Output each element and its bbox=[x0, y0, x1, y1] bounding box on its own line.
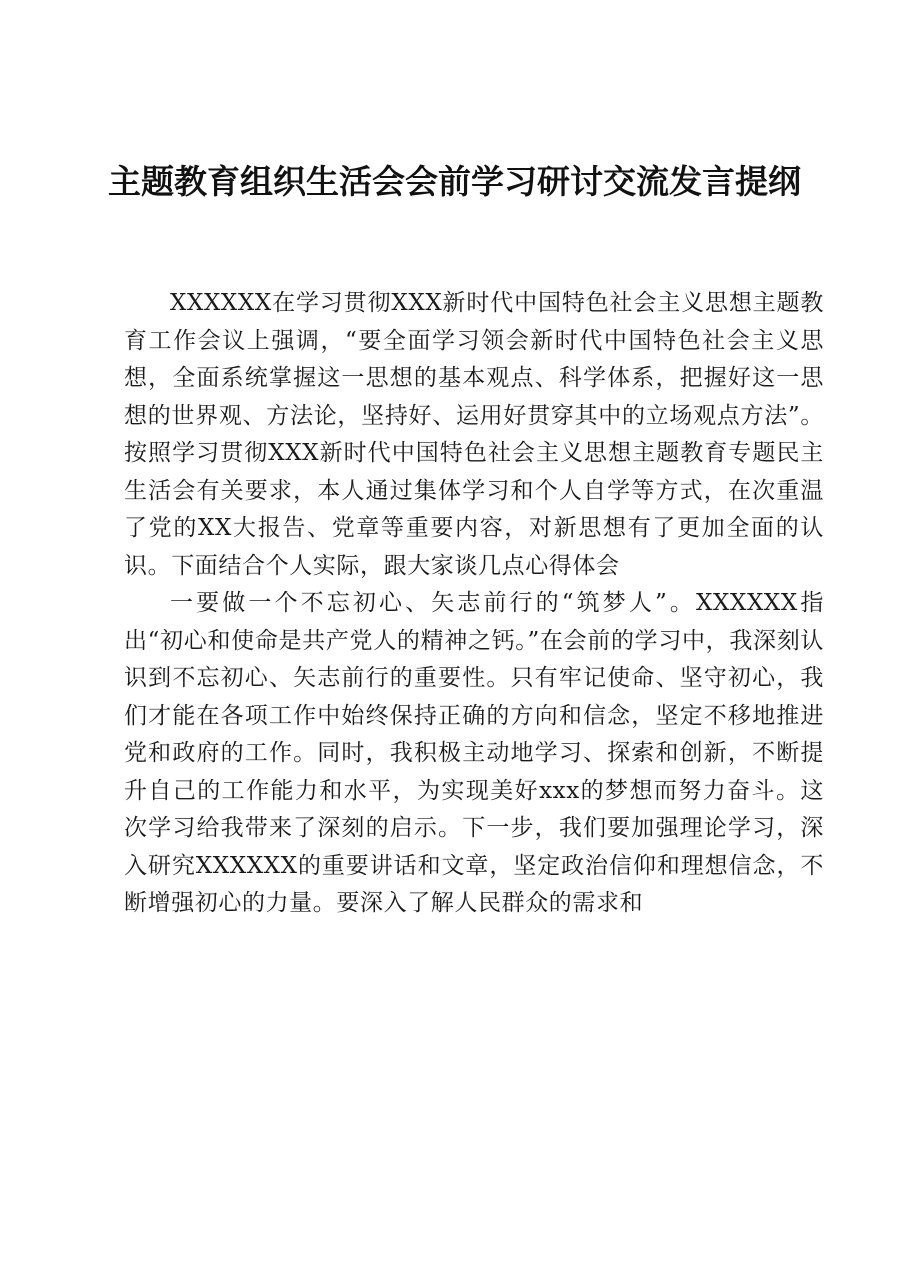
paragraph-2: 一要做一个不忘初心、矢志前行的“筑梦人”。XXXXXX指出“初心和使命是共产党人的精神之钙。”在会前的学习中，我深刻认识到不忘初心、矢志前行的重要性。只有牢记使命、坚守初心，我们才能在各项工作中始终保持正确的方向和信念，坚定不移地推进党和政府的工作。同时，我积极主动地学习、探索和创新，不断提升自己的工作能力和水平，为实现美好xxx的梦想而努力奋斗。这次学习给我带来了深刻的启示。下一步，我们要加强理论学习，深入研究XXXXXX的重要讲话和文章，坚定政治信仰和理想信念，不断增强初心的力量。要深入了解人民群众的需求和 bbox=[124, 590, 824, 916]
document-body bbox=[124, 285, 824, 923]
paragraph-1: XXXXXX在学习贯彻XXX新时代中国特色社会主义思想主题教育工作会议上强调，“要全面学习领会新时代中国特色社会主义思想，全面系统掌握这一思想的基本观点、科学体系，把握好这一思想的世界观、方法论，坚持好、运用好贯穿其中的立场观点方法”。按照学习贯彻XXX新时代中国特色社会主义思想主题教育专题民主生活会有关要求，本人通过集体学习和个人自学等方式，在次重温了党的XX大报告、党章等重要内容，对新思想有了更加全面的认识。下面结合个人实际，跟大家谈几点心得体会 bbox=[124, 290, 824, 579]
document-title: 主题教育组织生活会会前学习研讨交流发言提纲 bbox=[108, 162, 801, 201]
